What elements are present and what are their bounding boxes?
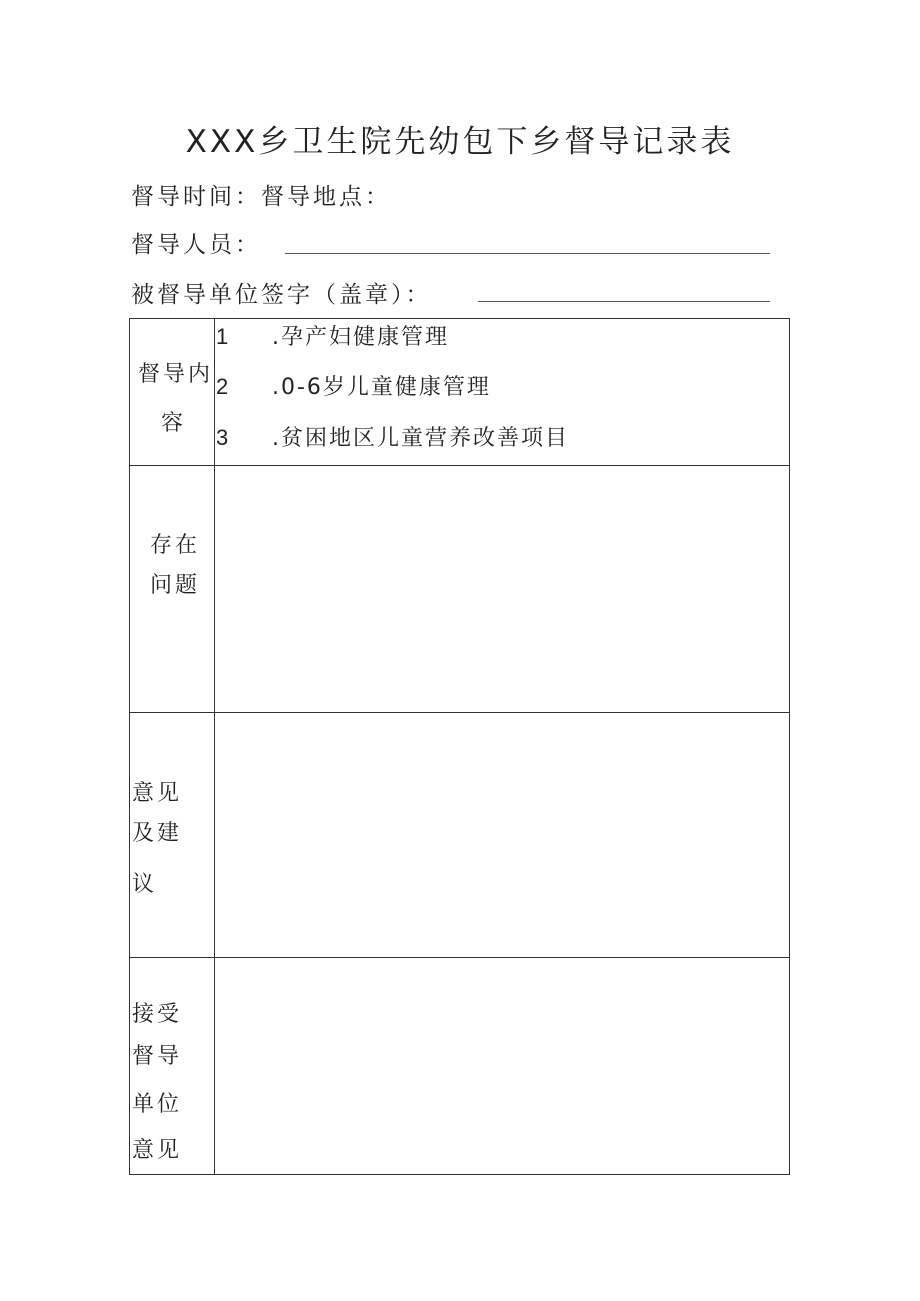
content-item-text: .0-6岁儿童健康管理 [272, 375, 491, 400]
opinions-suggestions-field[interactable] [216, 714, 789, 956]
content-item-text: .贫困地区儿童营养改善项目 [272, 426, 569, 451]
staff-signature-blank[interactable] [285, 253, 770, 254]
column-divider [214, 319, 215, 1174]
time-location-line: 督导时间：督导地点： [131, 184, 391, 210]
opinions-label-line2: 及建 [132, 821, 183, 846]
supervision-content-label-line1: 督导内 [138, 362, 214, 387]
record-table [129, 318, 790, 1175]
content-item-number: 1 [216, 324, 229, 349]
opinions-label-line1: 意见 [132, 781, 183, 806]
content-item-2 [216, 376, 491, 399]
content-item-1 [216, 326, 449, 349]
signature-label: 被督导单位签字（盖章）： [131, 282, 432, 308]
unit-opinion-label-line4: 意见 [132, 1138, 183, 1163]
unit-opinion-label-line3: 单位 [132, 1092, 183, 1117]
row-divider [130, 465, 789, 466]
unit-opinion-label-line2: 督导 [132, 1044, 183, 1069]
content-item-3 [216, 427, 569, 450]
existing-problems-field[interactable] [216, 467, 789, 711]
opinions-label-line3: 议 [132, 872, 158, 897]
staff-label: 督导人员： [131, 232, 261, 258]
row-divider [130, 957, 789, 958]
row-divider [130, 712, 789, 713]
existing-problems-label-line2: 问题 [150, 573, 201, 598]
supervision-content-label-line2: 容 [161, 411, 187, 436]
document-title: XXX乡卫生院先幼包下乡督导记录表 [185, 124, 735, 160]
unit-opinion-field[interactable] [216, 959, 789, 1174]
content-item-number: 3 [216, 425, 229, 450]
unit-signature-blank[interactable] [478, 301, 770, 302]
content-item-text: .孕产妇健康管理 [272, 325, 449, 350]
unit-opinion-label-line1: 接受 [132, 1002, 183, 1027]
content-item-number: 2 [216, 374, 229, 399]
existing-problems-label-line1: 存在 [150, 533, 201, 558]
